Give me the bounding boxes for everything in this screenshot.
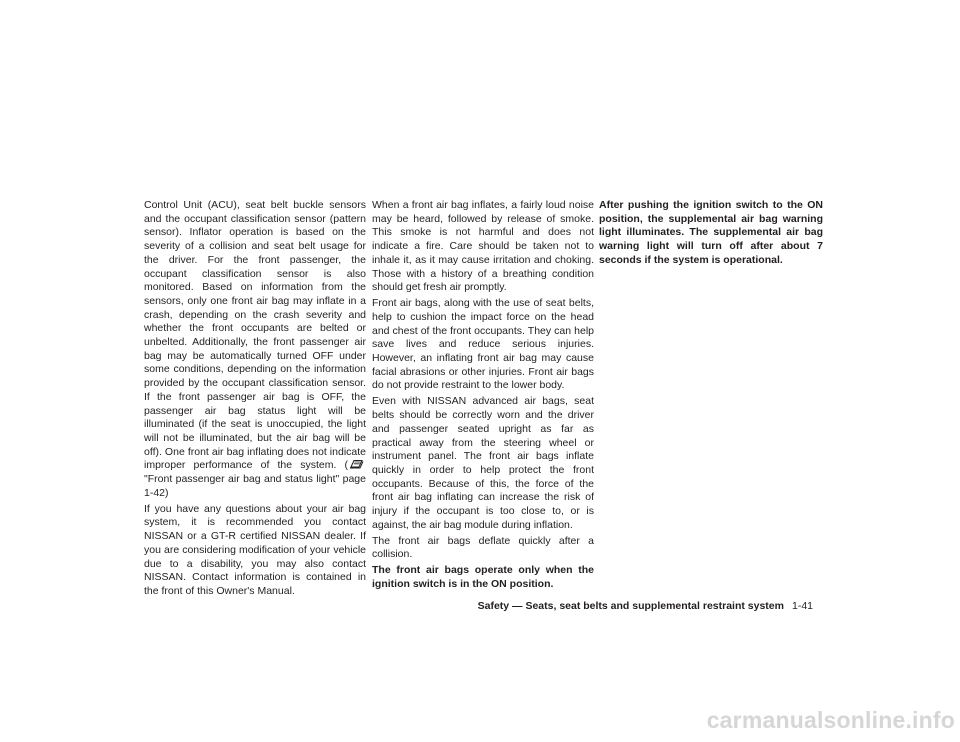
- text-column-3: [599, 199, 823, 270]
- section-title: Safety — Seats, seat belts and supplemental restraint system: [477, 600, 784, 612]
- text-column-1: [144, 199, 366, 601]
- paragraph-text: Control Unit (ACU), seat belt buckle sensors and the occupant classification sensor (pattern sensor). Inflator operation is based on the severity of a collision and seat belt usage for the driver. For the front passenger, the occupant classification sensor is also monitored. Based on information from the sensors, only one front air bag may inflate in a crash, depending on the crash severity and whether the front occupants are belted or unbelted. Additionally, the front passenger air bag may be automatically turned OFF under some conditions, depending on the information provided by the occupant classification sensor. If the front passenger air bag is OFF, the passenger air bag status light will be illuminated (if the seat is unoccupied, the light will not be illuminated, but the air bag will be off). One front air bag inflating does not indicate improper performance of the system. (: [144, 199, 366, 472]
- paragraph: The front air bags deflate quickly after a collision.: [372, 534, 594, 561]
- paragraph: When a front air bag inflates, a fairly loud noise may be heard, followed by release of smoke. This smoke is not harmful and does not indicate a fire. Care should be taken not to inhale it, as it may cause irritation and choking. Those with a history of a breathing condition should get fresh air promptly.: [372, 199, 594, 294]
- page-footer: [440, 600, 813, 612]
- book-reference-icon: [349, 459, 365, 469]
- paragraph: Even with NISSAN advanced air bags, seat belts should be correctly worn and the driver and passenger seated upright as far as practical away from the steering wheel or instrument panel. The front air bags inflate quickly in order to help protect the front occupants. Because of this, the force of the front air bag inflating can increase the risk of injury if the occupant is too close to, or is against, the air bag module during inflation.: [372, 395, 594, 531]
- page-number: 1-41: [791, 600, 813, 612]
- paragraph: If you have any questions about your air bag system, it is recommended you contact NISSAN or a GT-R certified NISSAN dealer. If you are considering modification of your vehicle due to a disability, you may also contact NISSAN. Contact information is contained in the front of this Owner's Manual.: [144, 502, 366, 597]
- text-column-2: [372, 199, 594, 594]
- watermark: carmanualsonline.info: [706, 707, 955, 733]
- bold-paragraph: The front air bags operate only when the ignition switch is in the ON position.: [372, 564, 594, 591]
- paragraph: [144, 199, 366, 500]
- paragraph: Front air bags, along with the use of seat belts, help to cushion the impact force on the head and chest of the front occupants. They can help save lives and reduce serious injuries. However, an inflating front air bag may cause facial abrasions or other injuries. Front air bags do not provide restraint to the lower body.: [372, 297, 594, 392]
- bold-paragraph: After pushing the ignition switch to the ON position, the supplemental air bag warning light illuminates. The supplemental air bag warning light will turn off after about 7 seconds if the system is operational.: [599, 199, 823, 266]
- cross-reference-text: "Front passenger air bag and status light" page 1-42): [144, 473, 366, 499]
